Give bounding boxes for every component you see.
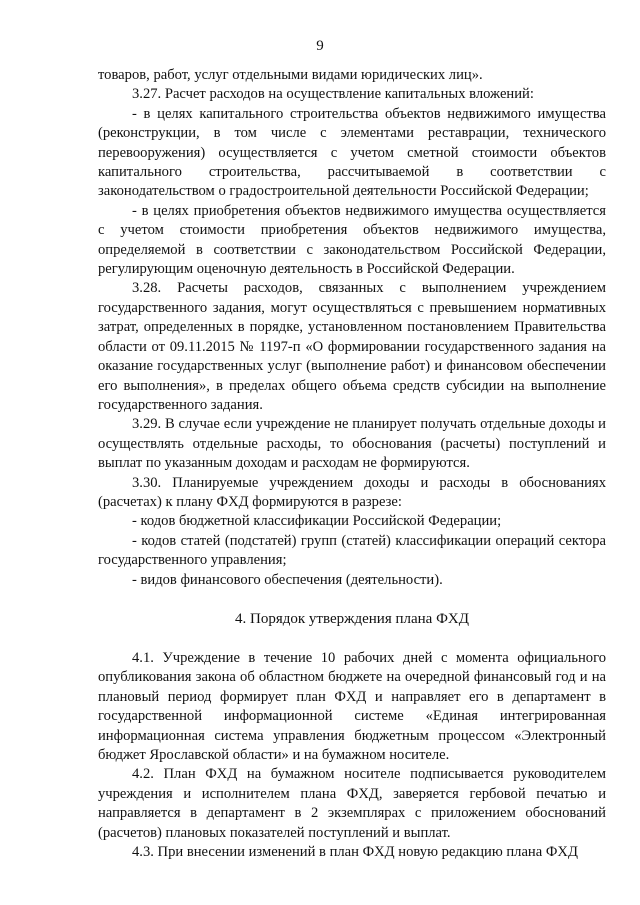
paragraph-4-1: 4.1. Учреждение в течение 10 рабочих дней с момента официального опубликования закона об областном бюджете на очередной финансовый год и на плановый период формирует план ФХД и направляет его в департамент в государственной информационной системе «Единая интегрированная информационная система управления бюджетным процессом «Электронный бюджет Ярославской области» и на бумажном носителе.	[98, 649, 606, 763]
list-item-property-acquisition: - в целях приобретения объектов недвижимого имущества осуществляется с учетом стоимости приобретения объектов недвижимого имущества, определяемой в соответствии с законодательством Российской Федерации, регулирующим оценочную деятельность в Российской Федерации.	[98, 202, 606, 278]
document-body	[98, 66, 606, 862]
list-item-budget-codes: - кодов бюджетной классификации Российской Федерации;	[132, 513, 502, 530]
paragraph-continuation: товаров, работ, услуг отдельными видами юридических лиц».	[98, 67, 483, 83]
paragraph-3-29: 3.29. В случае если учреждение не планирует получать отдельные доходы и осуществлять отдельные расходы, то обоснования (расчеты) поступлений и выплат по указанным доходам и расходам не формируются.	[98, 416, 606, 472]
paragraph-4-2: 4.2. План ФХД на бумажном носителе подписывается руководителем учреждения и исполнителем плана ФХД, заверяется гербовой печатью и направляется в департамент в 2 экземплярах с приложением обоснований (расчетов) плановых показателей поступлений и выплат.	[98, 766, 606, 841]
page-number: 9	[316, 38, 324, 54]
paragraph-4-3: 4.3. При внесении изменений в план ФХД новую редакцию плана ФХД	[132, 844, 578, 861]
list-item-financing-types: - видов финансового обеспечения (деятельности).	[132, 571, 443, 588]
section-heading-4: 4. Порядок утверждения плана ФХД	[235, 610, 469, 627]
list-item-article-codes: - кодов статей (подстатей) групп (статей) классификации операций сектора государственного управления;	[98, 532, 606, 569]
list-item-capital-construction: - в целях капитального строительства объектов недвижимого имущества (реконструкции, в том числе с элементами реставрации, технического перевооружения) осуществляется с учетом сметной стоимости объектов капитального строительства, рассчитываемой в соответствии с законодательством о градостроительной деятельности Российской Федерации;	[98, 105, 606, 200]
paragraph-3-30: 3.30. Планируемые учреждением доходы и расходы в обоснованиях (расчетах) к плану ФХД формируются в разрезе:	[98, 474, 606, 510]
paragraph-3-28: 3.28. Расчеты расходов, связанных с выполнением учреждением государственного задания, могут осуществляться с превышением нормативных затрат, определенных в порядке, установленном постановлением Правительства области от 09.11.2015 № 1197-п «О формировании государственного задания на оказание государственных услуг (выполнение работ) и финансовом обеспечении его выполнения», в пределах общего объема средств субсидии на выполнение государственного задания.	[98, 280, 606, 413]
paragraph-3-27: 3.27. Расчет расходов на осуществление капитальных вложений:	[132, 86, 534, 103]
